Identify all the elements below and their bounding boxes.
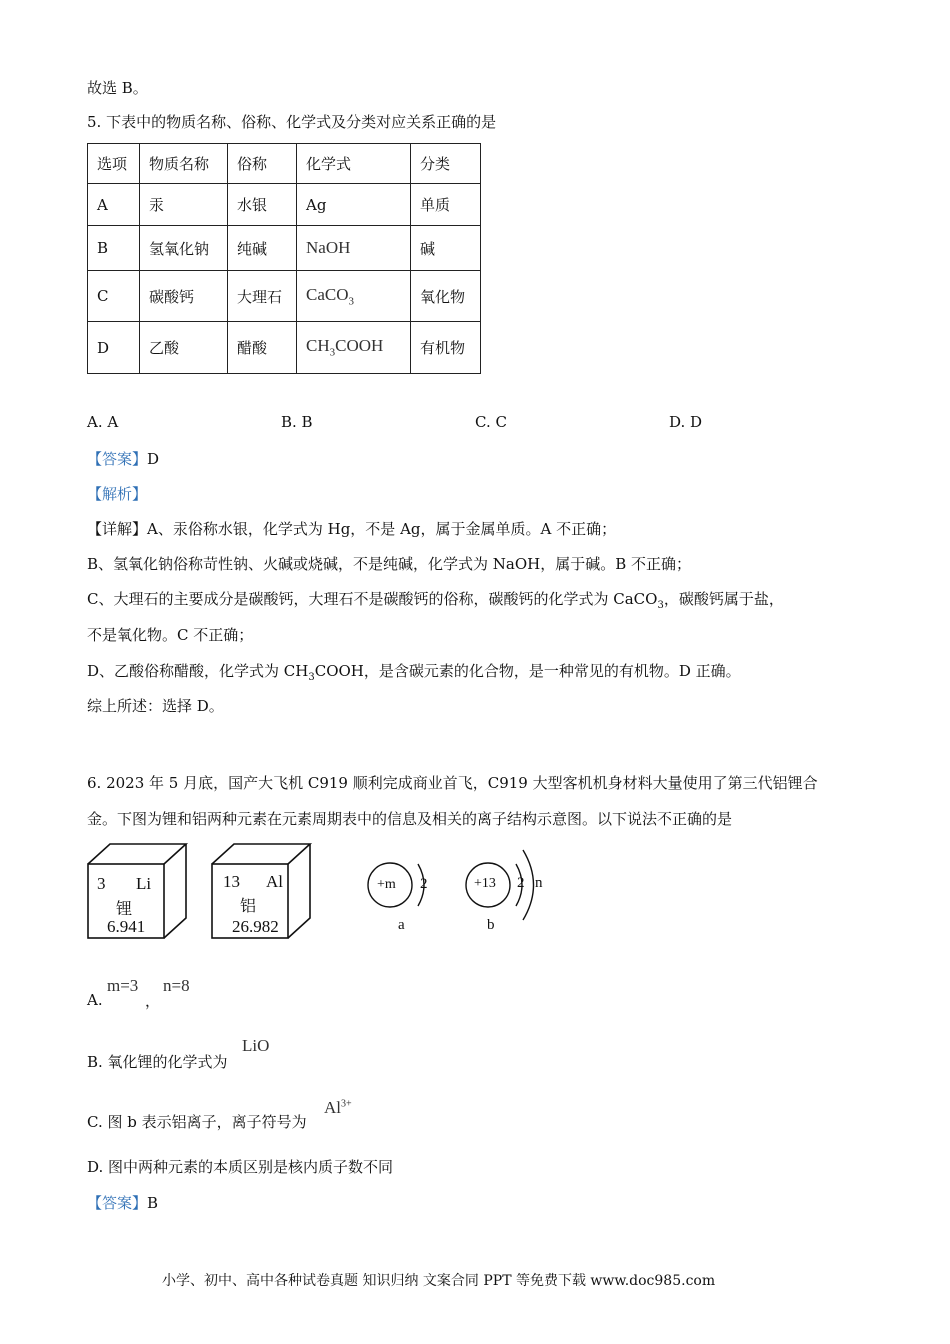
q6-option-a-comma: ， [145,992,161,1010]
q6-option-b-text: B. 氧化锂的化学式为 [87,1053,228,1071]
q6-option-a-m: m=3 [107,976,139,995]
detail-line-1 [87,519,616,539]
cell-common: 醋酸 [228,322,297,374]
header-cell: 化学式 [297,144,411,184]
cell-name: 汞 [140,184,228,226]
q5-option-a: A. A [87,413,119,431]
formula-text: CaCO [306,284,349,304]
formula-text: Ag [306,195,327,214]
prev-conclusion: 故选 B。 [87,79,148,97]
header-cell: 俗称 [228,144,297,184]
subscript: 3 [308,672,315,683]
ion-b-nucleus: +13 [474,876,496,891]
q5-option-c: C. C [475,413,507,431]
subscript: 3 [657,600,664,611]
cell-category: 碱 [411,226,481,271]
q5-option-b: B. B [281,413,313,431]
detail-line-4: 不是氧化物。C 不正确； [87,626,254,644]
formula-text: Al [324,1098,341,1117]
q6-option-a-label: A. [87,991,103,1009]
table-row [88,322,481,374]
al-atomic-number: 13 [223,872,240,891]
table-header-row [88,144,481,184]
ion-b-shell-1: 2 [517,875,525,891]
al-symbol: Al [266,872,283,891]
li-mass: 6.941 [107,917,146,936]
formula-tail: COOH [335,336,384,356]
formula-subscript: 3 [329,346,336,359]
li-symbol: Li [136,874,152,893]
q6-option-c-text: C. 图 b 表示铝离子，离子符号为 [87,1113,307,1131]
table-row [88,271,481,322]
detail-line-5 [87,661,741,688]
superscript: 3+ [341,1098,352,1110]
cell-option: C [88,271,140,322]
cell-category: 单质 [411,184,481,226]
summary-line: 综上所述：选择 D。 [87,697,224,715]
page-footer: 小学、初中、高中各种试卷真题 知识归纳 文案合同 PPT 等免费下载 www.doc985.com [162,1273,716,1289]
cell-name: 碳酸钙 [140,271,228,322]
header-cell: 分类 [411,144,481,184]
analysis-tag: 【解析】 [87,485,148,503]
detail-line-3 [87,589,784,616]
detail-text: A、汞俗称水银，化学式为 Hg，不是 Ag，属于金属单质。A 不正确； [147,520,617,538]
cell-option: B [88,226,140,271]
q6-answer-line [87,1193,158,1213]
answer-value: D [147,450,160,468]
ion-b-label: b [487,917,495,933]
detail-text: C、大理石的主要成分是碳酸钙，大理石不是碳酸钙的俗称，碳酸钙的化学式为 CaCO [87,590,658,608]
detail-tag: 【详解】 [87,520,148,538]
ion-a-nucleus: +m [377,877,396,892]
formula-subscript: 3 [348,295,354,308]
cell-common: 水银 [228,184,297,226]
q6-stem-line-1: 6. 2023 年 5 月底，国产大飞机 C919 顺利完成商业首飞，C919 大型客机机身材料大量使用了第三代铝锂合 [87,774,818,792]
cell-option: A [88,184,140,226]
answer-tag: 【答案】 [87,1194,148,1212]
detail-line-2: B、氢氧化钠俗称苛性钠、火碱或烧碱，不是纯碱，化学式为 NaOH，属于碱。B 不正确； [87,555,692,573]
q5-table [87,143,481,374]
cell-category: 氧化物 [411,271,481,322]
q5-option-d: D. D [669,413,703,431]
cell-formula [297,322,411,374]
answer-tag: 【答案】 [87,450,148,468]
al-mass: 26.982 [232,917,279,936]
q6-option-a-n: n=8 [163,976,190,995]
cell-option: D [88,322,140,374]
table-row [88,184,481,226]
cell-common: 大理石 [228,271,297,322]
detail-text-tail: COOH，是含碳元素的化合物，是一种常见的有机物。D 正确。 [314,662,741,680]
cell-common: 纯碱 [228,226,297,271]
cell-name: 氢氧化钠 [140,226,228,271]
formula-text: NaOH [306,238,351,257]
ion-b-shell-2: n [535,875,543,891]
answer-value: B [147,1194,159,1212]
q5-stem: 5. 下表中的物质名称、俗称、化学式及分类对应关系正确的是 [87,113,497,131]
li-name: 锂 [116,899,133,918]
q6-option-b-formula: LiO [242,1036,270,1055]
cell-name: 乙酸 [140,322,228,374]
li-atomic-number: 3 [97,874,106,893]
header-cell: 物质名称 [140,144,228,184]
cell-formula [297,226,411,271]
formula-text: CH [306,336,330,356]
q6-option-c-formula [324,1098,352,1118]
detail-text-tail: ，碳酸钙属于盐， [663,590,784,608]
header-cell: 选项 [88,144,140,184]
ion-a-label: a [398,917,405,933]
q5-answer-line [87,449,159,469]
ion-a-shell: 2 [420,876,428,892]
al-name: 铝 [240,896,257,915]
cell-category: 有机物 [411,322,481,374]
q6-option-d-text: D. 图中两种元素的本质区别是核内质子数不同 [87,1158,394,1176]
table-row [88,226,481,271]
cell-formula [297,184,411,226]
q6-stem-line-2: 金。下图为锂和铝两种元素在元素周期表中的信息及相关的离子结构示意图。以下说法不正确的是 [87,810,733,828]
detail-text: D、乙酸俗称醋酸，化学式为 CH [87,662,309,680]
cell-formula [297,271,411,322]
